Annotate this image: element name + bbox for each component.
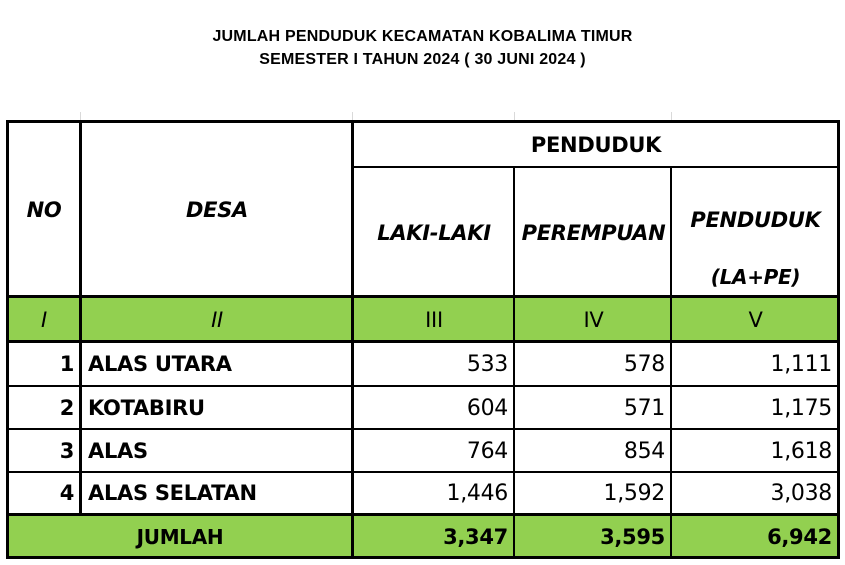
col-number-3: III — [425, 308, 443, 332]
row-total: 1,618 — [770, 438, 832, 464]
row-desa: ALAS SELATAN — [88, 481, 257, 505]
row-no: 3 — [59, 439, 74, 463]
row-perempuan: 854 — [623, 438, 665, 464]
total-label: JUMLAH — [136, 525, 224, 549]
row-desa: KOTABIRU — [88, 396, 205, 420]
row-total: 1,111 — [770, 351, 832, 377]
col-number-2: II — [211, 308, 223, 332]
row-laki-laki: 764 — [466, 438, 508, 464]
header-desa: DESA — [186, 198, 248, 222]
divider-row — [8, 471, 838, 473]
border-top — [6, 120, 840, 123]
total-penduduk: 6,942 — [767, 525, 832, 549]
total-laki-laki: 3,347 — [443, 525, 508, 549]
row-perempuan: 571 — [623, 395, 665, 421]
divider-no — [79, 120, 82, 516]
header-perempuan: PEREMPUAN — [521, 221, 666, 245]
header-penduduk-group: PENDUDUK — [530, 133, 662, 157]
border-bottom — [6, 556, 840, 559]
divider-header — [8, 295, 838, 298]
row-laki-laki: 533 — [466, 351, 508, 377]
header-penduduk: PENDUDUK — [690, 208, 821, 232]
row-perempuan: 1,592 — [603, 480, 665, 506]
col-number-5: V — [748, 308, 763, 332]
row-no: 2 — [59, 396, 74, 420]
report-title: JUMLAH PENDUDUK KECAMATAN KOBALIMA TIMUR — [212, 28, 633, 45]
divider-group — [353, 166, 838, 168]
row-laki-laki: 604 — [466, 395, 508, 421]
divider-row — [8, 385, 838, 387]
row-no: 4 — [59, 481, 74, 505]
row-laki-laki: 1,446 — [446, 480, 508, 506]
total-perempuan: 3,595 — [600, 525, 665, 549]
row-total: 3,038 — [770, 480, 832, 506]
divider-row — [8, 428, 838, 430]
row-perempuan: 578 — [623, 351, 665, 377]
col-number-4: IV — [583, 308, 604, 332]
header-penduduk-sub: (LA+PE) — [710, 265, 801, 289]
divider-numbering — [8, 340, 838, 343]
row-no: 1 — [59, 352, 74, 376]
divider-perempuan — [670, 167, 672, 559]
row-desa: ALAS UTARA — [88, 352, 232, 376]
header-laki-laki: LAKI-LAKI — [377, 221, 491, 245]
col-number-1: I — [41, 308, 47, 332]
divider-total — [8, 513, 838, 516]
row-desa: ALAS — [88, 439, 148, 463]
divider-laki — [513, 167, 515, 559]
row-total: 1,175 — [770, 395, 832, 421]
header-no: NO — [26, 198, 62, 222]
report-subtitle: SEMESTER I TAHUN 2024 ( 30 JUNI 2024 ) — [259, 51, 586, 68]
